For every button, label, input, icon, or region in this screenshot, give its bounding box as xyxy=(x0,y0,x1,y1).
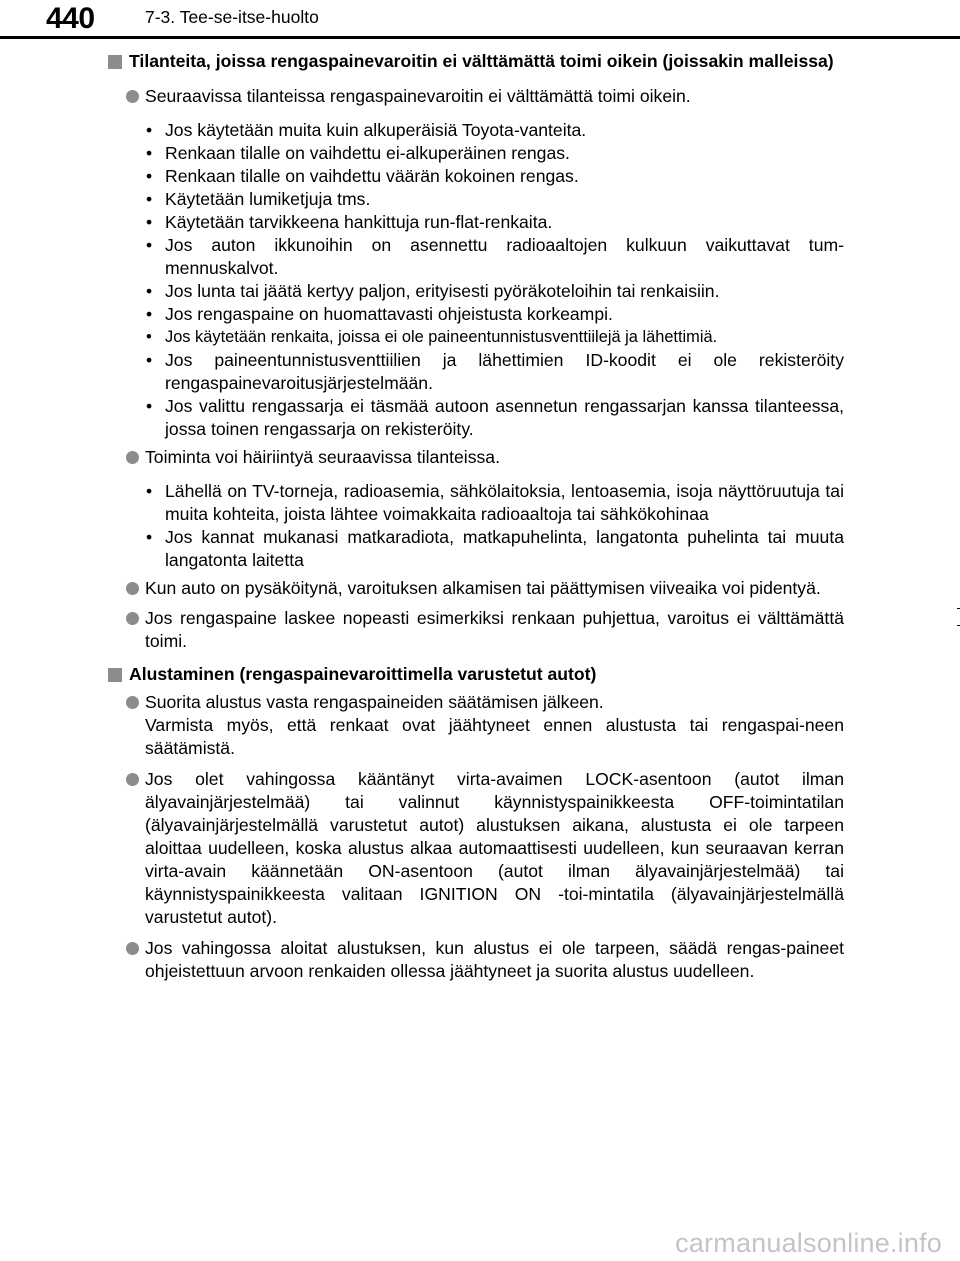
circle-bullet-icon xyxy=(126,696,139,709)
bullet-paragraph: Seuraavissa tilanteissa rengaspainevaroitin ei välttämättä toimi oikein. xyxy=(108,85,844,108)
list-item: • Jos käytetään muita kuin alkuperäisiä Toyota-vanteita. xyxy=(146,120,587,140)
square-bullet-icon xyxy=(108,668,122,682)
sub-list xyxy=(108,119,844,441)
section-heading: Alustaminen (rengaspainevaroittimella varustetut autot) xyxy=(108,663,844,686)
header-rule xyxy=(0,36,960,39)
list-item: • Renkaan tilalle on vaihdettu väärän kokoinen rengas. xyxy=(146,166,579,186)
sub-list xyxy=(108,480,844,572)
list-item: • Jos käytetään renkaita, joissa ei ole paineentunnistusventtiilejä ja lähettimiä. xyxy=(146,328,718,346)
square-bullet-icon xyxy=(108,55,122,69)
list-item: • Jos rengaspaine on huomattavasti ohjeistusta korkeampi. xyxy=(146,304,613,324)
page-content xyxy=(108,50,844,983)
circle-bullet-icon xyxy=(126,582,139,595)
circle-bullet-icon xyxy=(126,612,139,625)
circle-bullet-icon xyxy=(126,451,139,464)
chapter-title: 7-3. Tee-se-itse-huolto xyxy=(145,7,319,27)
page-number: 440 xyxy=(46,2,95,35)
bullet-paragraph: Kun auto on pysäköitynä, varoituksen alkamisen tai päättymisen viiveaika voi pidentyä. xyxy=(108,577,844,600)
bullet-paragraph: Suorita alustus vasta rengaspaineiden säätämisen jälkeen. Varmista myös, että renkaat ovat jäähtyneet ennen alustusta tai rengaspai-neen säätämistä. xyxy=(108,691,844,760)
bullet-paragraph: Jos vahingossa aloitat alustuksen, kun alustus ei ole tarpeen, säädä rengas-paineet ohjeistettuun arvoon renkaiden ollessa jäähtyneet ja suorita alustus uudelleen. xyxy=(108,937,844,983)
circle-bullet-icon xyxy=(126,90,139,103)
circle-bullet-icon xyxy=(126,773,139,786)
list-item: • Jos paineentunnistusventtiilien ja lähettimien ID-koodit ei ole rekisteröity rengaspainevaroitusjärjestelmään. xyxy=(146,350,844,393)
list-item: • Käytetään tarvikkeena hankittuja run-flat-renkaita. xyxy=(146,212,553,232)
list-item: • Jos lunta tai jäätä kertyy paljon, erityisesti pyöräkoteloihin tai renkaisiin. xyxy=(146,281,720,301)
watermark: carmanualsonline.info xyxy=(675,1228,942,1258)
circle-bullet-icon xyxy=(126,942,139,955)
list-item: • Renkaan tilalle on vaihdettu ei-alkuperäinen rengas. xyxy=(146,143,570,163)
list-item: • Jos kannat mukanasi matkaradiota, matkapuhelinta, langatonta puhelinta tai muuta langatonta laitetta xyxy=(146,527,844,570)
list-item: • Lähellä on TV-torneja, radioasemia, sähkölaitoksia, lentoasemia, isoja näyttöruutuja tai muita kohteita, joista lähtee voimakkaita radioaaltoja tai sähkökohinaa xyxy=(146,481,844,524)
section-heading: Tilanteita, joissa rengaspainevaroitin ei välttämättä toimi oikein (joissakin malleissa) xyxy=(108,50,844,73)
list-item: • Jos valittu rengassarja ei täsmää autoon asennetun rengassarjan kanssa tilanteessa, jossa toinen rengassarja on rekisteröity. xyxy=(146,396,844,439)
bullet-paragraph: Jos rengaspaine laskee nopeasti esimerkiksi renkaan puhjettua, varoitus ei välttämättä toimi. xyxy=(108,607,844,653)
list-item: • Käytetään lumiketjuja tms. xyxy=(146,189,371,209)
bullet-paragraph: Toiminta voi häiriintyä seuraavissa tilanteissa. xyxy=(108,446,844,469)
bullet-paragraph: Jos olet vahingossa kääntänyt virta-avaimen LOCK-asentoon (autot ilman älyavainjärjestelmää) tai valinnut käynnistyspainikkeesta OFF-toimintatilan (älyavainjärjestelmällä varustetut autot) alustuksen aikana, alustusta ei ole tarpeen aloittaa uudelleen, koska alustus alkaa automaattisesti uudelleen, kun seuraavan kerran virta-avain käännetään ON-asentoon (autot ilman älyavainjärjestelmää) tai käynnistyspainikkeesta valitaan IGNITION ON -toi-mintatila (älyavainjärjestelmällä varustetut autot). xyxy=(108,768,844,929)
list-item: • Jos auton ikkunoihin on asennettu radioaaltojen kulkuun vaikuttavat tum-mennuskalvot. xyxy=(146,235,844,278)
